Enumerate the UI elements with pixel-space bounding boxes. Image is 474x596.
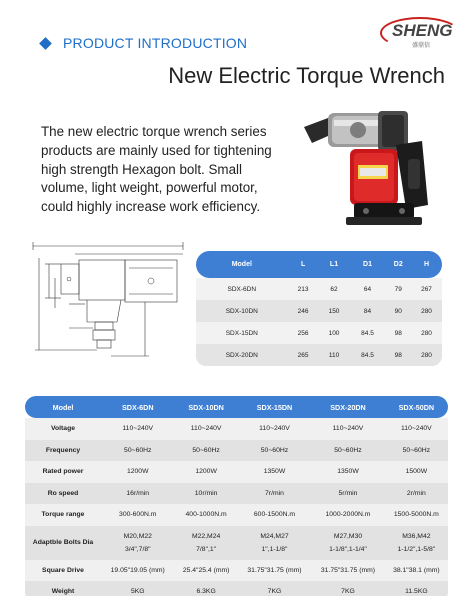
table-cell: 280 [411,344,442,366]
table-cell: 7KG [311,581,385,596]
table-cell: 7KG [238,581,312,596]
row-label: Rated power [25,461,101,483]
table-cell: 6.3KG [175,581,238,596]
section-title: PRODUCT INTRODUCTION [63,35,248,51]
table-cell: 280 [411,300,442,322]
specs-header-sdx-10dn: SDX-10DN [175,396,238,418]
dimension-drawing [25,238,185,360]
table-cell: 50~60Hz [101,440,175,462]
table-row [196,344,442,366]
table-cell: 84.5 [349,344,385,366]
table-cell: 300-600N.m [101,504,175,526]
table-cell: 256 [288,322,319,344]
dim-header-d2: D2 [386,251,412,278]
table-cell: 11.5KG [385,581,448,596]
table-row [25,560,448,582]
table-cell: 1200W [101,461,175,483]
table-row [25,526,448,560]
table-cell: 213 [288,278,319,300]
table-cell: 1500-5000N.m [385,504,448,526]
table-cell: M22,M24 7/8",1" [175,526,238,560]
row-label: Voltage [25,418,101,440]
dim-header-l: L [288,251,319,278]
table-cell: 50~60Hz [175,440,238,462]
table-cell: 280 [411,322,442,344]
table-cell: 110~240V [385,418,448,440]
table-cell: M36,M42 1-1/2",1-5/8" [385,526,448,560]
table-cell: 1350W [238,461,312,483]
table-cell: 31.75"31.75 (mm) [311,560,385,582]
table-cell: 62 [319,278,350,300]
dim-header-h: H [411,251,442,278]
table-cell: 1200W [175,461,238,483]
page-title: New Electric Torque Wrench [168,63,445,88]
table-cell: 110~240V [175,418,238,440]
table-cell: SDX-6DN [196,278,288,300]
dim-header-d1: D1 [349,251,385,278]
logo-subtext: 盛鼎信 [412,43,431,49]
table-cell: 5KG [101,581,175,596]
table-row [25,504,448,526]
row-label: Frequency [25,440,101,462]
table-cell: 98 [386,344,412,366]
table-cell: M24,M27 1",1-1/8" [238,526,312,560]
table-row [25,418,448,440]
table-cell: 64 [349,278,385,300]
table-cell: 110~240V [311,418,385,440]
row-label: Square Drive [25,560,101,582]
table-cell: 100 [319,322,350,344]
torque-wrench-photo [296,105,446,235]
table-cell: 5r/min [311,483,385,505]
specs-table-container [25,396,448,596]
specs-table [25,396,448,596]
row-label: Weight [25,581,101,596]
specs-header-sdx-50dn: SDX-50DN [385,396,448,418]
specs-header-sdx-20dn: SDX-20DN [311,396,385,418]
table-cell: 150 [319,300,350,322]
table-cell: 31.75"31.75 (mm) [238,560,312,582]
row-label: Torque range [25,504,101,526]
table-cell: 50~60Hz [238,440,312,462]
table-cell: 84.5 [349,322,385,344]
specs-header-sdx-15dn: SDX-15DN [238,396,312,418]
table-cell: 2r/min [385,483,448,505]
table-cell: 16r/min [101,483,175,505]
table-cell: SDX-10DN [196,300,288,322]
table-row [25,483,448,505]
sheng-logo [380,15,460,51]
table-cell: 50~60Hz [385,440,448,462]
table-cell: 267 [411,278,442,300]
table-row [25,440,448,462]
specs-header-model: Model [25,396,101,418]
logo-name: SHENG [392,21,453,40]
table-cell: 246 [288,300,319,322]
table-cell: 50~60Hz [311,440,385,462]
table-cell: 600-1500N.m [238,504,312,526]
table-row [25,581,448,596]
dimensions-header-row [196,251,442,278]
table-cell: 1500W [385,461,448,483]
table-row [196,322,442,344]
table-cell: 79 [386,278,412,300]
table-cell: M27,M30 1-1/8",1-1/4" [311,526,385,560]
table-cell: 7r/min [238,483,312,505]
table-cell: 110~240V [238,418,312,440]
table-cell: 1350W [311,461,385,483]
row-label: Adaptble Bolts Dia [25,526,101,560]
table-row [25,461,448,483]
table-row [196,278,442,300]
table-cell: 84 [349,300,385,322]
table-cell: 1000-2000N.m [311,504,385,526]
table-cell: SDX-15DN [196,322,288,344]
table-cell: 98 [386,322,412,344]
table-cell: 400-1000N.m [175,504,238,526]
specs-header-sdx-6dn: SDX-6DN [101,396,175,418]
section-diamond-icon [39,37,52,50]
table-cell: 19.05"19.05 (mm) [101,560,175,582]
table-cell: 110 [319,344,350,366]
product-description: The new electric torque wrench series products are mainly used for tightening high strength Hexagon bolt. Small volume, light weight, powerful motor, could highly increase work efficiency. [41,124,272,215]
dim-header-l1: L1 [319,251,350,278]
dim-header-model: Model [196,251,288,278]
table-cell: M20,M22 3/4",7/8" [101,526,175,560]
dimensions-table [196,251,442,366]
specs-header-row [25,396,448,418]
table-cell: 90 [386,300,412,322]
table-cell: SDX-20DN [196,344,288,366]
table-cell: 110~240V [101,418,175,440]
table-cell: 25.4"25.4 (mm) [175,560,238,582]
table-cell: 10r/min [175,483,238,505]
table-row [196,300,442,322]
row-label: Ro speed [25,483,101,505]
table-cell: 38.1"38.1 (mm) [385,560,448,582]
table-cell: 265 [288,344,319,366]
